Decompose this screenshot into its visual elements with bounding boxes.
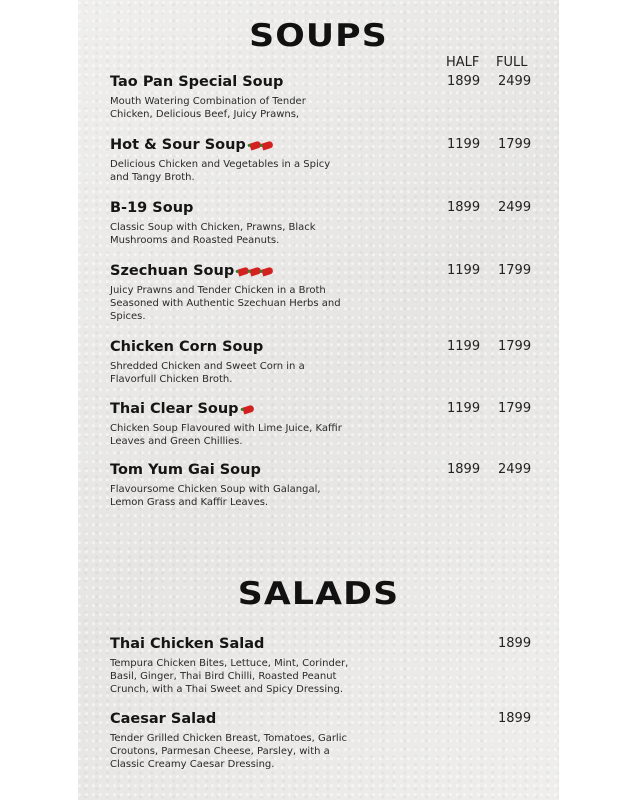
menu-item <box>110 460 550 509</box>
item-name: Chicken Corn Soup <box>110 339 264 355</box>
half-price: 1199 <box>447 401 481 416</box>
item-description: Chicken Soup Flavoured with Lime Juice, Kaffir Leaves and Green Chillies. <box>110 423 342 447</box>
item-description: Mouth Watering Combination of Tender Chicken, Delicious Beef, Juicy Prawns, <box>110 96 306 120</box>
item-name: Tom Yum Gai Soup <box>110 462 261 478</box>
item-description: Juicy Prawns and Tender Chicken in a Broth Seasoned with Authentic Szechuan Herbs and Spices. <box>110 285 341 322</box>
menu-item <box>110 72 550 121</box>
item-name: Szechuan Soup <box>110 263 235 279</box>
item-description: Tender Grilled Chicken Breast, Tomatoes, Garlic Croutons, Parmesan Cheese, Parsley, with a Classic Creamy Caesar Dressing. <box>110 733 347 770</box>
soups-heading: SOUPS <box>249 18 388 54</box>
chili-icon <box>238 261 274 281</box>
salads-heading: SALADS <box>237 576 400 612</box>
half-price: 1899 <box>447 462 481 477</box>
price: 1899 <box>498 636 532 651</box>
full-price: 1799 <box>498 401 532 416</box>
menu-item <box>110 261 550 323</box>
half-price: 1199 <box>447 137 481 152</box>
menu-item <box>110 198 550 247</box>
item-name: Caesar Salad <box>110 711 217 727</box>
full-price: 2499 <box>498 200 532 215</box>
item-description: Delicious Chicken and Vegetables in a Spicy and Tangy Broth. <box>110 159 331 183</box>
full-price: 1799 <box>498 339 532 354</box>
half-price: 1199 <box>447 263 481 278</box>
menu-page <box>78 0 559 800</box>
item-name: Thai Chicken Salad <box>110 636 265 652</box>
full-column-header: FULL <box>496 55 528 70</box>
full-price: 2499 <box>498 462 532 477</box>
item-name: Hot & Sour Soup <box>110 137 246 153</box>
full-price: 1799 <box>498 263 532 278</box>
item-description: Classic Soup with Chicken, Prawns, Black Mushrooms and Roasted Peanuts. <box>110 222 316 246</box>
half-price: 1199 <box>447 339 481 354</box>
half-price: 1899 <box>447 200 481 215</box>
chili-icon <box>243 399 255 419</box>
item-name: Thai Clear Soup <box>110 401 239 417</box>
item-description: Shredded Chicken and Sweet Corn in a Flavorfull Chicken Broth. <box>110 361 305 385</box>
half-price: 1899 <box>447 74 481 89</box>
menu-item <box>110 399 550 448</box>
item-name: B-19 Soup <box>110 200 194 216</box>
item-description: Tempura Chicken Bites, Lettuce, Mint, Corinder, Basil, Ginger, Thai Bird Chilli, Roasted Peanut Crunch, with a Thai Sweet and Spicy Dressing. <box>110 658 349 695</box>
half-column-header: HALF <box>446 55 480 70</box>
price: 1899 <box>498 711 532 726</box>
menu-item <box>110 337 550 386</box>
item-name: Tao Pan Special Soup <box>110 74 284 90</box>
chili-icon <box>250 135 274 155</box>
item-description: Flavoursome Chicken Soup with Galangal, Lemon Grass and Kaffir Leaves. <box>110 484 321 508</box>
full-price: 1799 <box>498 137 532 152</box>
full-price: 2499 <box>498 74 532 89</box>
menu-item <box>110 709 550 771</box>
menu-item <box>110 634 550 696</box>
menu-item <box>110 135 550 184</box>
